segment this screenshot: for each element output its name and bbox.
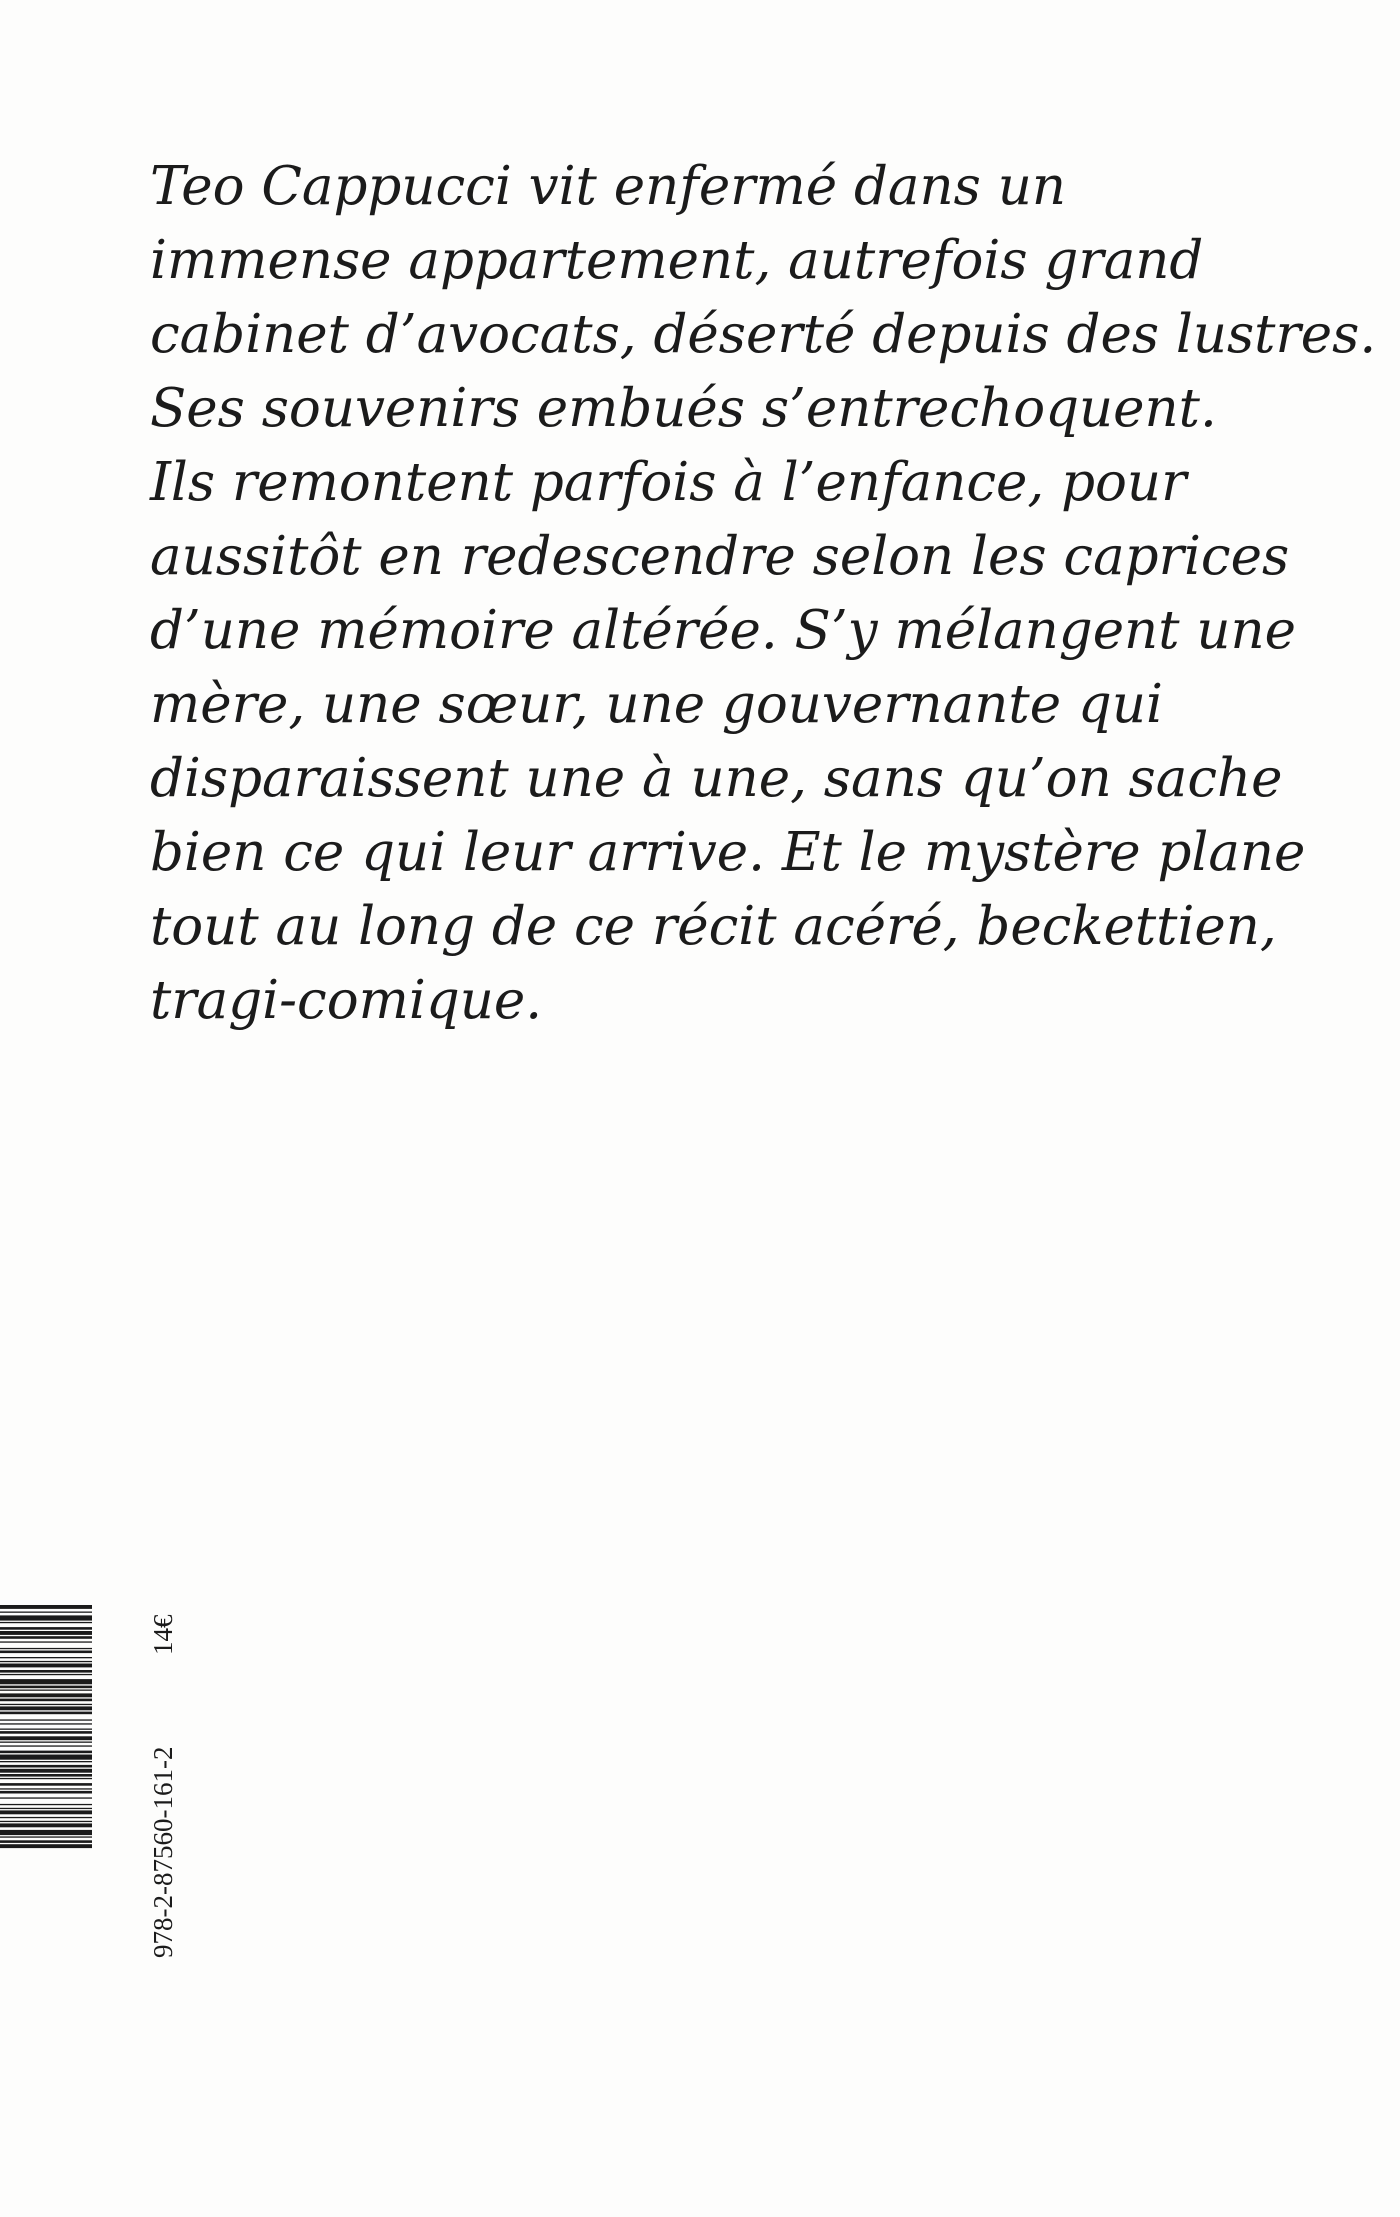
barcode-bar	[0, 1704, 92, 1705]
barcode-bar	[0, 1631, 92, 1635]
barcode-bar	[0, 1804, 92, 1805]
barcode-bar	[0, 1742, 92, 1743]
barcode-bar	[0, 1729, 92, 1730]
barcode-bar	[0, 1679, 92, 1684]
barcode-bar	[0, 1817, 92, 1818]
blurb-line: tout au long de ce récit acéré, beckettien,	[150, 896, 1277, 957]
barcode-bar	[0, 1840, 92, 1843]
barcode-bar	[0, 1657, 92, 1658]
barcode-bar	[0, 1769, 92, 1773]
barcode-bar	[0, 1627, 92, 1630]
barcode-bar	[0, 1712, 92, 1715]
barcode-bar	[0, 1648, 92, 1649]
barcode-bar	[0, 1797, 92, 1798]
barcode-bar	[0, 1830, 92, 1835]
barcode-bar	[0, 1690, 92, 1691]
barcode-bar	[0, 1605, 92, 1609]
barcode-bar	[0, 1736, 92, 1740]
barcode-bar	[0, 1751, 92, 1754]
barcode-bar	[0, 1664, 92, 1668]
barcode-bar	[0, 1641, 92, 1642]
barcode-bar	[0, 1723, 92, 1724]
barcode-bar	[0, 1651, 92, 1654]
barcode-graphic	[0, 1605, 92, 1995]
blurb-line: d’une mémoire altérée. S’y mélangent une	[150, 600, 1296, 661]
blurb-line: Ils remontent parfois à l’enfance, pour	[150, 452, 1187, 513]
barcode-bar	[0, 1844, 92, 1848]
barcode-bar	[0, 1699, 92, 1702]
barcode-bar	[0, 1788, 92, 1789]
blurb-line: cabinet d’avocats, déserté depuis des lustres.	[150, 304, 1377, 365]
blurb-line: Teo Cappucci vit enfermé dans un	[150, 156, 1066, 217]
barcode-bar	[0, 1810, 92, 1814]
blurb-line: aussitôt en redescendre selon les caprices	[150, 526, 1290, 587]
barcode-bar	[0, 1622, 92, 1623]
blurb-line: Ses souvenirs embués s’entrechoquent.	[150, 378, 1217, 439]
barcode-bar	[0, 1612, 92, 1613]
barcode-bar	[0, 1719, 92, 1720]
blurb-line: bien ce qui leur arrive. Et le mystère plane	[150, 822, 1306, 883]
back-cover-blurb	[150, 150, 1377, 1038]
barcode-bar	[0, 1774, 92, 1777]
barcode-bar	[0, 1823, 92, 1827]
barcode-bar	[0, 1731, 92, 1734]
barcode-bar	[0, 1693, 92, 1697]
barcode-bar	[0, 1836, 92, 1837]
barcode	[0, 1605, 92, 1995]
barcode-bar	[0, 1686, 92, 1689]
blurb-line: mère, une sœur, une gouvernante qui	[150, 674, 1163, 735]
barcode-bar	[0, 1808, 92, 1809]
barcode-bar	[0, 1706, 92, 1710]
price-label: 14€	[148, 1614, 178, 1655]
isbn-number: 978-2-87560-161-2	[148, 1746, 178, 1958]
barcode-bar	[0, 1674, 92, 1675]
barcode-bar	[0, 1783, 92, 1786]
barcode-bar	[0, 1761, 92, 1762]
barcode-bar	[0, 1755, 92, 1760]
barcode-bar	[0, 1791, 92, 1794]
barcode-bar	[0, 1670, 92, 1673]
barcode-bar	[0, 1615, 92, 1620]
blurb-line: disparaissent une à une, sans qu’on sache	[150, 748, 1283, 809]
barcode-bar	[0, 1661, 92, 1662]
barcode-bar	[0, 1778, 92, 1779]
blurb-line: tragi-comique.	[150, 970, 543, 1031]
barcode-bar	[0, 1821, 92, 1822]
barcode-bar	[0, 1636, 92, 1639]
blurb-line: immense appartement, autrefois grand	[150, 230, 1204, 291]
barcode-bar	[0, 1765, 92, 1768]
barcode-bar	[0, 1745, 92, 1746]
